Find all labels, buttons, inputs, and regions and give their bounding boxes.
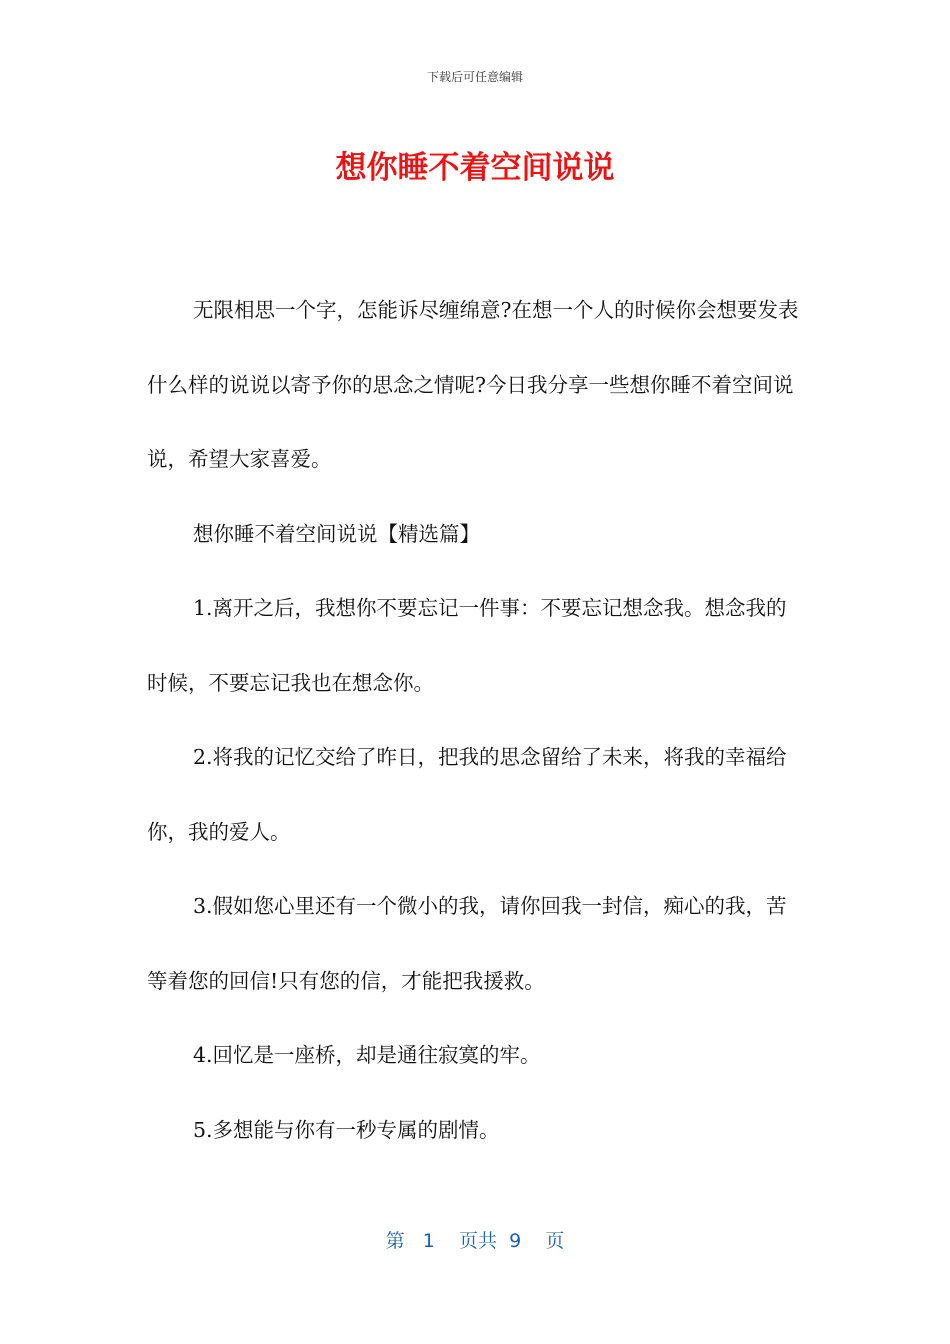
paragraph-item-1: 1.离开之后，我想你不要忘记一件事：不要忘记想念我。想念我的时候，不要忘记我也在想念你。 (147, 596, 787, 695)
page-footer (0, 1226, 950, 1253)
footer-total-pages: 9 (509, 1230, 522, 1252)
paragraph-item-2: 2.将我的记忆交给了昨日，把我的思念留给了未来，将我的幸福给你，我的爱人。 (147, 745, 787, 844)
footer-page-suffix: 页 (545, 1230, 565, 1252)
paragraph-item-5: 5.多想能与你有一秒专属的剧情。 (193, 1117, 500, 1142)
paragraph-item-3: 3.假如您心里还有一个微小的我，请你回我一封信，痴心的我，苦等着您的回信!只有您的信，才能把我援救。 (147, 894, 787, 993)
paragraph-intro: 无限相思一个字，怎能诉尽缠绵意?在想一个人的时候你会想要发表什么样的说说以寄予你的思念之情呢?今日我分享一些想你睡不着空间说说，希望大家喜爱。 (147, 298, 799, 471)
document-body (147, 273, 807, 1167)
paragraph-section-heading: 想你睡不着空间说说【精选篇】 (193, 521, 480, 546)
footer-current-page: 1 (422, 1230, 435, 1252)
header-note: 下载后可任意编辑 (426, 70, 523, 84)
document-title: 想你睡不着空间说说 (335, 150, 615, 186)
footer-page-label: 第 (385, 1230, 405, 1252)
footer-total-label: 页共 (459, 1230, 498, 1252)
paragraph-item-4: 4.回忆是一座桥，却是通往寂寞的牢。 (193, 1043, 541, 1067)
